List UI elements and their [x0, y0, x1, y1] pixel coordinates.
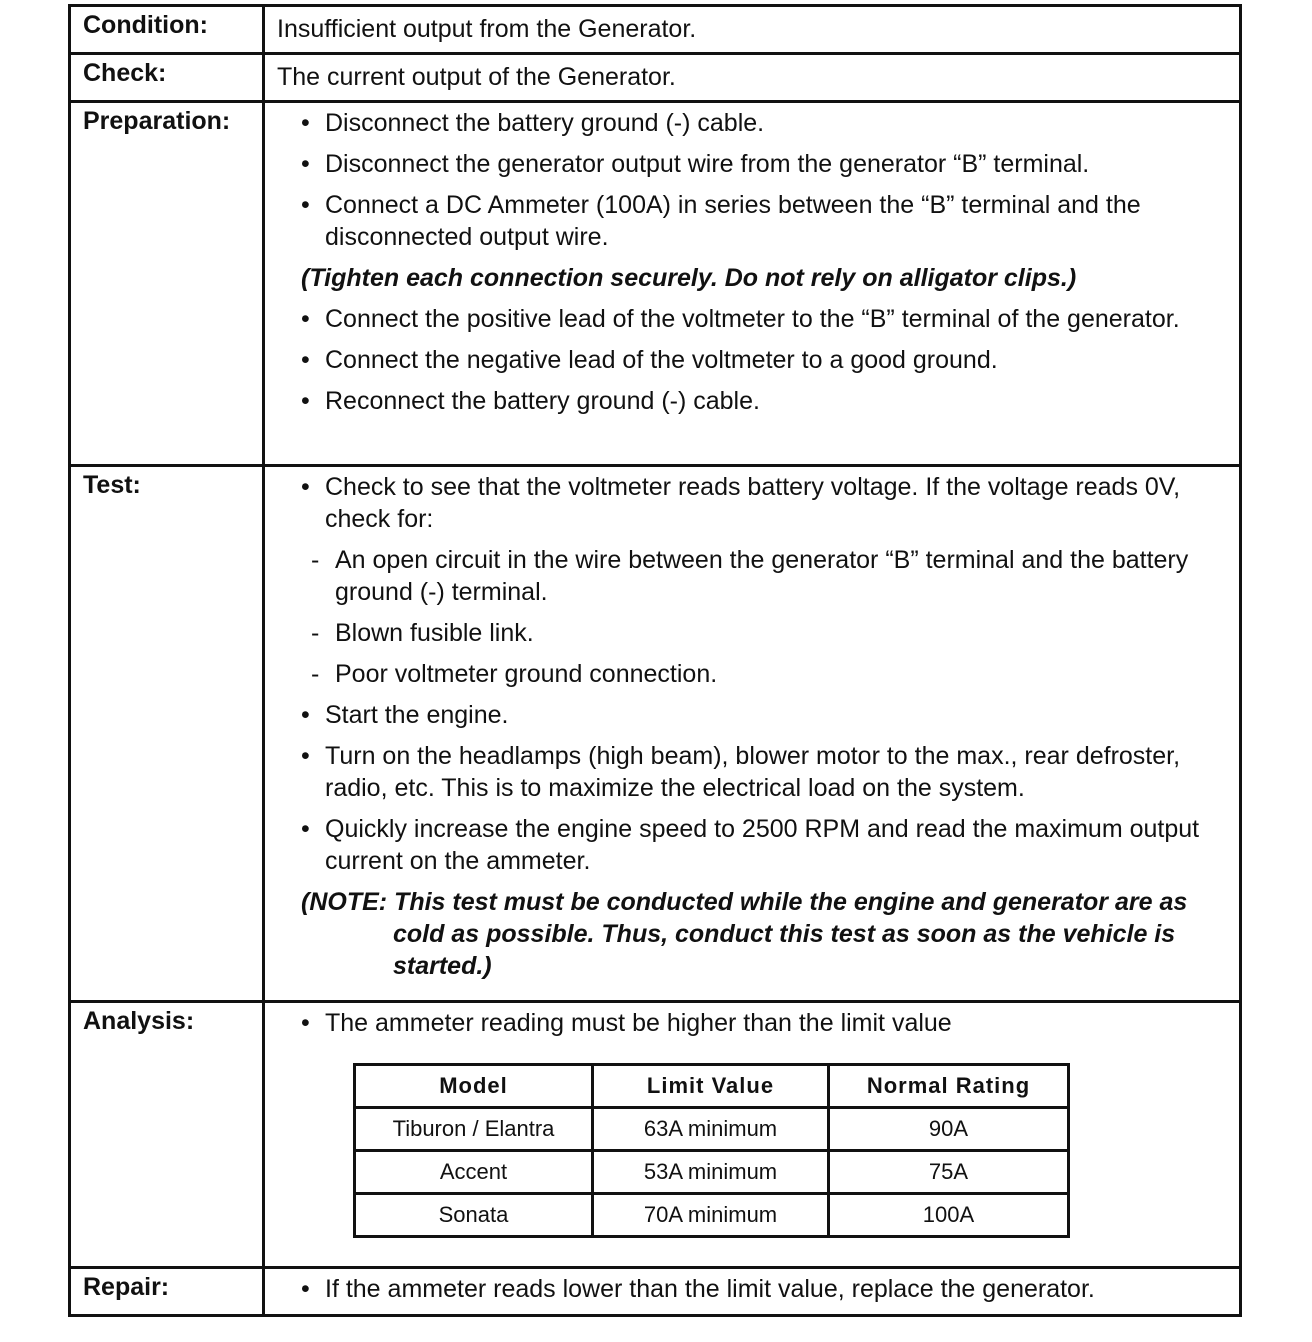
analysis-list: [265, 1003, 1239, 1039]
preparation-row: [70, 102, 1241, 466]
list-item: • Start the engine.: [301, 699, 1229, 731]
cell-limit-value: 63A minimum: [593, 1108, 829, 1151]
column-header-model: Model: [355, 1065, 593, 1108]
list-item: • Connect the negative lead of the voltmeter to a good ground.: [301, 344, 1229, 376]
repair-row: [70, 1268, 1241, 1316]
table-row: [355, 1108, 1069, 1151]
condition-row: [70, 6, 1241, 54]
preparation-note: (Tighten each connection securely. Do not rely on alligator clips.): [301, 264, 1077, 292]
check-text: The current output of the Generator.: [277, 63, 676, 91]
sub-list-item: - Blown fusible link.: [305, 617, 1229, 649]
list-item: • Check to see that the voltmeter reads battery voltage. If the voltage reads 0V, check for:: [301, 471, 1229, 535]
test-label: Test:: [70, 466, 264, 1002]
column-header-limit-value: Limit Value: [593, 1065, 829, 1108]
cell-limit-value: 70A minimum: [593, 1194, 829, 1237]
cell-normal-rating: 90A: [829, 1108, 1069, 1151]
diagnostic-procedure-table: [68, 4, 1242, 1317]
list-item: • Quickly increase the engine speed to 2500 RPM and read the maximum output current on the ammeter.: [301, 813, 1229, 877]
list-item: • Disconnect the generator output wire from the generator “B” terminal.: [301, 148, 1229, 180]
preparation-list: [265, 103, 1239, 434]
list-item: • The ammeter reading must be higher than the limit value: [301, 1007, 1229, 1039]
table-row: [355, 1194, 1069, 1237]
cell-model: Tiburon / Elantra: [355, 1108, 593, 1151]
analysis-row: [70, 1002, 1241, 1268]
cell-limit-value: 53A minimum: [593, 1151, 829, 1194]
condition-text: Insufficient output from the Generator.: [277, 15, 697, 43]
table-row: [355, 1151, 1069, 1194]
sub-list-item: - Poor voltmeter ground connection.: [305, 658, 1229, 690]
repair-label: Repair:: [70, 1268, 264, 1316]
table-header-row: [355, 1065, 1069, 1108]
condition-label: Condition:: [70, 6, 264, 54]
repair-list: [265, 1269, 1239, 1309]
list-item: • Disconnect the battery ground (-) cable.: [301, 107, 1229, 139]
list-item: • Turn on the headlamps (high beam), blower motor to the max., rear defroster, radio, etc. This is to maximize the electrical load on the system.: [301, 740, 1229, 804]
cell-normal-rating: 75A: [829, 1151, 1069, 1194]
check-label: Check:: [70, 54, 264, 102]
column-header-normal-rating: Normal Rating: [829, 1065, 1069, 1108]
test-list: [265, 467, 1239, 999]
cell-normal-rating: 100A: [829, 1194, 1069, 1237]
analysis-label: Analysis:: [70, 1002, 264, 1268]
sub-list-item: - An open circuit in the wire between the generator “B” terminal and the battery ground (-) terminal.: [305, 544, 1229, 608]
cell-model: Accent: [355, 1151, 593, 1194]
list-item: • Reconnect the battery ground (-) cable.: [301, 385, 1229, 417]
test-row: [70, 466, 1241, 1002]
limit-value-table: [353, 1063, 1070, 1238]
list-item: • If the ammeter reads lower than the limit value, replace the generator.: [301, 1273, 1229, 1305]
test-note: (NOTE: This test must be conducted while the engine and generator are as cold as possible. Thus, conduct this test as soon as the vehicle is started.): [301, 888, 1188, 980]
cell-model: Sonata: [355, 1194, 593, 1237]
list-item: • Connect the positive lead of the voltmeter to the “B” terminal of the generator.: [301, 303, 1229, 335]
check-row: [70, 54, 1241, 102]
preparation-label: Preparation:: [70, 102, 264, 466]
list-item: • Connect a DC Ammeter (100A) in series between the “B” terminal and the disconnected output wire.: [301, 189, 1229, 253]
